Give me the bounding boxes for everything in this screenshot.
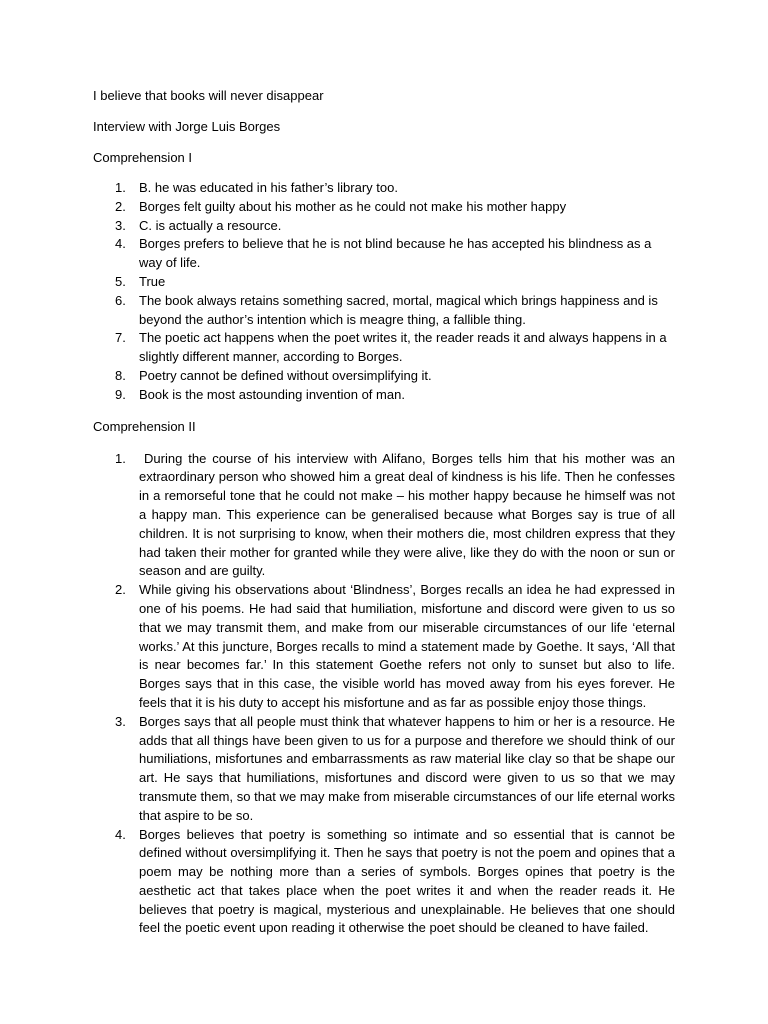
list-item: 7. The poetic act happens when the poet writes it, the reader reads it and always happens in a slightly different manner, according to Borges. <box>115 330 667 365</box>
list-item: 3. Borges says that all people must think that whatever happens to him or her is a resource. He adds that all things have been given to us for a purpose and therefore we should think of our humiliations, misfortunes and embarrassments as raw material like clay so that be shape our art. He says that humiliations, misfortunes and discord were given to us so that we may transmute them, so that we may make from miserable circumstances of our life eternal works that aspire to be so. <box>115 713 675 823</box>
list-item: 4. Borges believes that poetry is something so intimate and so essential that is cannot be defined without oversimplifying it. Then he says that poetry is not the poem and opines that a poem may be nothing more than a series of symbols. Borges opines that poetry is the aesthetic act that takes place when the poet writes it and when the reader reads it. He believes that poetry is magical, mysterious and unexplainable. He believes that one should feel the poetic event upon reading it otherwise the poet should be cleaned to have failed. <box>115 826 675 936</box>
comprehension-1-list <box>93 179 675 405</box>
list-item: 3. C. is actually a resource. <box>115 217 282 233</box>
document-page <box>93 86 675 938</box>
list-item: 4. Borges prefers to believe that he is not blind because he has accepted his blindness as a way of life. <box>115 236 652 271</box>
list-item: 2. Borges felt guilty about his mother as he could not make his mother happy <box>115 198 567 214</box>
section2-heading: Comprehension II <box>93 418 196 434</box>
section1-heading: Comprehension I <box>93 150 192 165</box>
list-item: 2. While giving his observations about ‘Blindness’, Borges recalls an idea he had expressed in one of his poems. He had said that humiliation, misfortune and discord were given to us so that we may transmit them, and make from our miserable circumstances of our life ‘eternal works.’ At this juncture, Borges recalls to mind a statement made by Goethe. It says, ‘All that is near becomes far.’ In this statement Goethe refers not only to sunset but also to life. Borges says that in this case, the visible world has moved away from his eyes forever. He feels that it is his duty to accept his misfortune and as far as possible enjoy those things. <box>115 582 675 710</box>
document-title: I believe that books will never disappear <box>93 88 324 103</box>
list-item: 5. True <box>115 273 166 289</box>
comprehension-2-list <box>93 450 675 939</box>
list-item: 6. The book always retains something sacred, mortal, magical which brings happiness and is beyond the author’s intention which is meagre thing, a fallible thing. <box>115 292 658 327</box>
document-subtitle: Interview with Jorge Luis Borges <box>93 119 281 134</box>
list-item: 8. Poetry cannot be defined without oversimplifying it. <box>115 367 432 383</box>
list-item: 1. During the course of his interview with Alifano, Borges tells him that his mother was an extraordinary person who showed him a great deal of kindness is his life. Then he confesses in a remorseful tone that he could not make – his mother happy because he himself was not a happy man. This experience can be generalised because what Borges say is true of all children. It is not surprising to know, when their mothers die, most children express that they had taken their mother for granted while they were alive, like they do with the noon or sun or season and are guilty. <box>115 450 675 579</box>
list-item: 1. B. he was educated in his father’s library too. <box>115 180 398 195</box>
list-item: 9. Book is the most astounding invention of man. <box>115 386 405 402</box>
